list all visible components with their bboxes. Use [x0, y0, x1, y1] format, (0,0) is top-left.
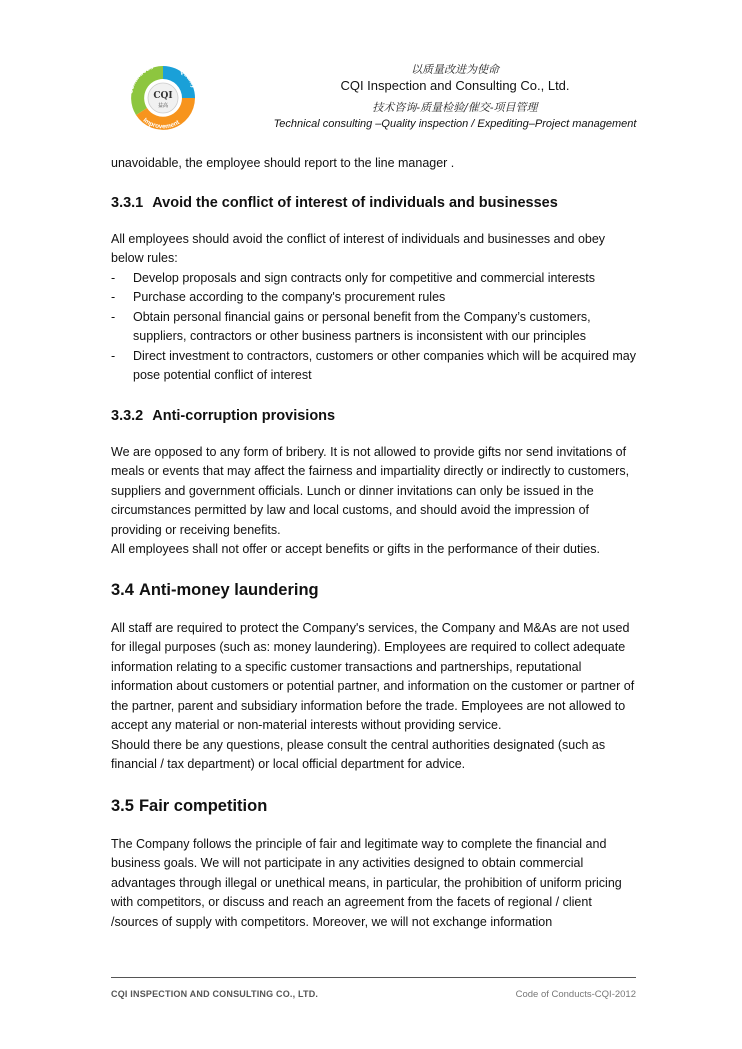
- section-number: 3.4: [111, 580, 134, 599]
- section-title: Anti-money laundering: [138, 580, 319, 599]
- footer-company: CQI INSPECTION AND CONSULTING CO., LTD.: [111, 989, 319, 999]
- document-body: [111, 154, 636, 932]
- footer-document-id: Code of Conducts-CQI-2012: [515, 989, 636, 1000]
- section-3-5-heading: [111, 795, 636, 817]
- section-3-4-paragraph: All staff are required to protect the Company's services, the Company and M&As are not used for illegal purposes (such as: money laundering). Employees are required to collect adequate information relating to a specific customer transactions and partnerships, reputational information about customers or potential partner, and information on the customer or partner of the partner, parent and subsidiary information before the trade. Employees are not allowed to accept any material or non-material interests without providing service.: [111, 620, 635, 732]
- section-title: Fair competition: [138, 796, 268, 815]
- logo-ring-text-right: Quality: [178, 67, 198, 90]
- company-logo: [118, 58, 208, 136]
- logo-center-subtext: 益高: [157, 103, 169, 109]
- dash-bullet: -: [111, 309, 116, 324]
- header-services-en: Technical consulting –Quality inspection / Expediting–Project management: [273, 118, 637, 130]
- page-header: [230, 62, 680, 132]
- section-3-3-2-paragraph: We are opposed to any form of bribery. It is not allowed to provide gifts nor send invitations of meals or events that may affect the fairness and impartiality directly or indirectly to customers, suppliers and government officials. Lunch or dinner invitations can only be issued in the circumstances permitted by law and local customs, and should avoid the impression of providing or receiving benefits.: [111, 444, 630, 537]
- section-3-3-2-heading: [111, 406, 636, 426]
- section-number: 3.5: [111, 796, 134, 815]
- header-slogan-cn: 以质量改进为使命: [411, 63, 499, 76]
- section-title: Anti-corruption provisions: [152, 407, 336, 424]
- logo-graphic: [118, 58, 208, 136]
- logo-ring-text-bottom: Improvement: [141, 116, 181, 131]
- list-item: - Obtain personal financial gains or personal benefit from the Company’s customers, suppliers, contractors or other business partners is inconsistent with our principles: [111, 309, 591, 343]
- section-3-4-heading: [111, 579, 636, 601]
- section-title: Avoid the conflict of interest of individuals and businesses: [152, 194, 558, 211]
- list-item: - Purchase according to the company's procurement rules: [111, 288, 636, 308]
- section-3-3-1-intro: All employees should avoid the conflict of interest of individuals and businesses and obey below rules:: [111, 231, 606, 265]
- section-3-5-paragraph: The Company follows the principle of fair and legitimate way to complete the financial and business goals. We will not participate in any activities designed to obtain commercial advantages through illegal or unethical means, in particular, the prohibition of uniform pricing with competitors, or discuss and reach an agreement from the facets of regional / client /sources of supply with competitors. Moreover, we will not exchange information: [111, 836, 622, 929]
- section-3-3-1-heading: [111, 193, 636, 213]
- dash-bullet: -: [111, 348, 116, 363]
- logo-ring-text-top: Continuous: [127, 63, 155, 95]
- section-3-3-2-paragraph: All employees shall not offer or accept benefits or gifts in the performance of their duties.: [111, 542, 600, 556]
- header-company-name: CQI Inspection and Consulting Co., Ltd.: [340, 78, 570, 93]
- continued-paragraph: unavoidable, the employee should report to the line manager .: [111, 156, 455, 170]
- header-services-cn: 技术咨询-质量检验/催交-项目管理: [372, 101, 538, 114]
- footer-divider: [111, 977, 636, 978]
- list-item: - Develop proposals and sign contracts only for competitive and commercial interests: [111, 269, 636, 289]
- dash-bullet: -: [111, 290, 116, 304]
- dash-bullet: -: [111, 270, 116, 285]
- list-item: - Direct investment to contractors, customers or other companies which will be acquired may pose potential conflict of interest: [111, 348, 636, 382]
- section-number: 3.3.2: [111, 407, 144, 424]
- section-number: 3.3.1: [111, 194, 144, 211]
- section-3-4-paragraph: Should there be any questions, please consult the central authorities designated (such as financial / tax department) or local official department for advice.: [111, 737, 606, 771]
- logo-center-text: CQI: [153, 91, 173, 101]
- rules-list: [111, 269, 636, 386]
